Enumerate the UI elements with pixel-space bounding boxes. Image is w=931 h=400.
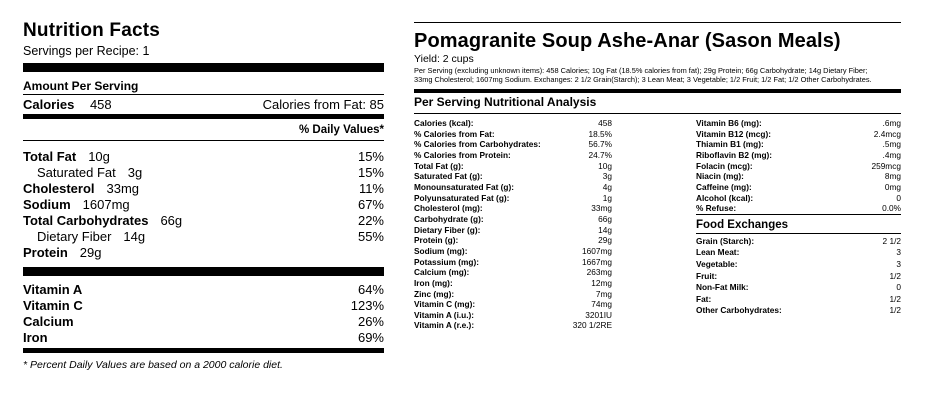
nutrient-value: 4g — [602, 181, 612, 192]
vitamin-row-vitamin-c — [23, 298, 384, 314]
divider — [23, 94, 384, 95]
nutrient-name: % Refuse: — [696, 203, 737, 214]
nutrient-row-refuse — [696, 203, 901, 215]
nutrient-row-protein-g — [414, 235, 612, 246]
nutrient-amount: 1607mg — [82, 197, 130, 212]
nutrient-value: 18.5% — [588, 128, 612, 139]
nutrient-name: Vitamin B12 (mcg): — [696, 128, 771, 139]
nutrient-label: Sodium — [23, 197, 71, 212]
daily-values-header: % Daily Values* — [298, 124, 384, 136]
nutrient-row-monounsaturated-fat-g — [414, 182, 612, 193]
nutrient-value: 1607mg — [582, 245, 612, 256]
nutrient-row-sodium — [23, 197, 384, 213]
nutrient-row-carbohydrate-g — [414, 214, 612, 225]
nutrient-value: .5mg — [882, 139, 901, 150]
vitamin-label: Vitamin C — [23, 298, 83, 313]
micronutrient-list — [696, 118, 901, 215]
vitamin-label: Calcium — [23, 314, 74, 329]
nutrient-row-dietary-fiber-g — [414, 225, 612, 236]
nutrient-name: Thiamin B1 (mg): — [696, 139, 764, 150]
nutrient-row-lean-meat — [696, 247, 901, 259]
vitamin-label: Vitamin A — [23, 282, 83, 297]
food-exchanges-title: Food Exchanges — [696, 218, 789, 231]
nutrient-name: Monounsaturated Fat (g): — [414, 181, 515, 192]
nutrient-name: % Calories from Fat: — [414, 128, 495, 139]
vitamin-list — [23, 276, 384, 348]
nutrient-row-caffeine-mg — [696, 182, 901, 193]
nutrient-name: Non-Fat Milk: — [696, 282, 749, 293]
calories-from-fat: Calories from Fat: 85 — [262, 97, 384, 112]
nutrient-name: Alcohol (kcal): — [696, 192, 754, 203]
nutrition-facts-label — [23, 20, 384, 372]
nutrient-value: 10g — [598, 160, 612, 171]
nutrient-row-dietary-fiber — [23, 229, 384, 245]
vitamin-pct: 69% — [357, 330, 384, 345]
top-divider — [414, 22, 901, 23]
nutrient-name: Potassium (mg): — [414, 256, 479, 267]
nutrient-row-other-carbohydrates — [696, 305, 901, 317]
nutrient-row-total-carbohydrates — [23, 213, 384, 229]
nutrient-row-niacin-mg — [696, 171, 901, 182]
nutrient-row-zinc-mg — [414, 289, 612, 300]
nutrient-amount: 14g — [123, 229, 146, 244]
nutrient-row-vitamin-c-mg — [414, 299, 612, 310]
nutrient-row-fat — [696, 294, 901, 306]
nutrient-amount: 3g — [127, 165, 143, 180]
nutrient-row-calcium-mg — [414, 267, 612, 278]
nutrient-value: 0 — [896, 282, 901, 293]
nutrient-row-vitamin-a-r-e — [414, 320, 612, 331]
daily-values-footnote: * Percent Daily Values are based on a 2000 calorie diet. — [23, 359, 283, 371]
nutrient-row-vitamin-a-i-u — [414, 310, 612, 321]
nutrient-row-potassium-mg — [414, 257, 612, 268]
nutrient-value: 0.0% — [882, 203, 901, 214]
analysis-right-column — [696, 118, 901, 331]
recipe-analysis — [414, 22, 901, 331]
nutrient-value: 1/2 — [889, 270, 901, 281]
nutrient-row-sodium-mg — [414, 246, 612, 257]
label-title: Nutrition Facts — [23, 20, 161, 41]
nutrient-name: Protein (g): — [414, 235, 459, 246]
nutrient-value: 3 — [896, 259, 901, 269]
medium-divider — [23, 348, 384, 353]
nutrient-value: 320 1/2RE — [572, 320, 612, 331]
nutrient-value: .6mg — [882, 118, 901, 128]
per-serving-summary — [414, 66, 901, 84]
nutrient-value: 1/2 — [889, 305, 901, 316]
servings-per-recipe: Servings per Recipe: 1 — [23, 44, 150, 58]
nutrient-name: Vitamin A (i.u.): — [414, 309, 475, 320]
nutrient-name: Fruit: — [696, 270, 718, 281]
nutrient-name: Total Fat (g): — [414, 160, 464, 171]
nutrient-row-vitamin-b12-mcg — [696, 129, 901, 140]
nutrient-value: 263mg — [586, 267, 612, 278]
nutrient-row-cholesterol-mg — [414, 203, 612, 214]
nutrient-name: Lean Meat: — [696, 247, 740, 258]
nutrient-value: 14g — [598, 224, 612, 235]
nutrient-row-calories-kcal — [414, 118, 612, 129]
nutrient-row-saturated-fat-g — [414, 171, 612, 182]
nutrient-name: Cholesterol (mg): — [414, 203, 483, 214]
vitamin-row-iron — [23, 330, 384, 346]
nutrient-row-total-fat — [23, 149, 384, 165]
nutrient-row-calories-from-carbohydrates — [414, 139, 612, 150]
nutrient-row-calories-from-fat — [414, 129, 612, 140]
nutrient-value: 24.7% — [588, 149, 612, 160]
divider — [414, 113, 901, 114]
nutrient-pct: 15% — [357, 165, 384, 180]
nutrient-row-polyunsaturated-fat-g — [414, 193, 612, 204]
summary-line: Per Serving (excluding unknown items): 458 Calories; 10g Fat (18.5% calories from fat); 29g Protein; 66g Carbohydrate; 14g Dietary Fiber; — [414, 66, 868, 75]
nutrient-name: Grain (Starch): — [696, 235, 755, 246]
nutrient-row-thiamin-b1-mg — [696, 139, 901, 150]
nutrient-row-grain-starch — [696, 236, 901, 248]
nutrient-row-vitamin-b6-mg — [696, 118, 901, 129]
nutrient-value: 7mg — [595, 288, 612, 299]
nutrient-name: Calcium (mg): — [414, 267, 470, 278]
thick-divider — [23, 63, 384, 72]
nutrient-amount: 29g — [79, 245, 102, 260]
calories-value: 458 — [89, 97, 112, 112]
nutrient-pct: 67% — [357, 197, 384, 212]
nutrient-row-calories-from-protein — [414, 150, 612, 161]
calories-row — [23, 96, 384, 113]
nutrient-row-protein — [23, 245, 384, 261]
nutrient-name: Vitamin B6 (mg): — [696, 118, 762, 128]
nutrient-name: Saturated Fat (g): — [414, 171, 483, 182]
nutrient-amount: 33mg — [106, 181, 140, 196]
nutrient-name: Riboflavin B2 (mg): — [696, 149, 773, 160]
nutrient-name: % Calories from Protein: — [414, 149, 511, 160]
recipe-yield: Yield: 2 cups — [414, 53, 474, 65]
nutrient-row-non-fat-milk — [696, 282, 901, 294]
nutrient-row-alcohol-kcal — [696, 193, 901, 204]
vitamin-pct: 123% — [350, 298, 384, 313]
nutrient-label: Total Fat — [23, 149, 77, 164]
nutrient-amount: 66g — [160, 213, 183, 228]
nutrient-name: Zinc (mg): — [414, 288, 455, 299]
nutrient-name: Niacin (mg): — [696, 171, 744, 182]
nutrient-value: 2.4mcg — [873, 128, 901, 139]
nutrient-name: Vitamin C (mg): — [414, 299, 476, 310]
analysis-title: Per Serving Nutritional Analysis — [414, 95, 597, 109]
thick-divider — [414, 89, 901, 93]
nutrient-name: Fat: — [696, 293, 712, 304]
nutrient-value: 2 1/2 — [882, 235, 901, 246]
nutrient-list — [23, 141, 384, 263]
nutrient-value: 74mg — [591, 299, 612, 310]
nutrient-value: 12mg — [591, 277, 612, 288]
nutrient-label: Dietary Fiber — [37, 229, 112, 244]
thick-divider — [23, 267, 384, 276]
nutrient-name: Iron (mg): — [414, 277, 453, 288]
nutrient-value: 56.7% — [588, 139, 612, 150]
nutrient-row-folacin-mcg — [696, 161, 901, 172]
nutrient-value: 1667mg — [582, 256, 612, 267]
nutrient-value: 3201IU — [585, 309, 612, 320]
nutrient-value: 66g — [598, 213, 612, 224]
nutrient-value: .4mg — [882, 149, 901, 160]
nutrient-name: Polyunsaturated Fat (g): — [414, 192, 510, 203]
vitamin-label: Iron — [23, 330, 48, 345]
vitamin-pct: 64% — [357, 282, 384, 297]
nutrient-value: 33mg — [591, 203, 612, 214]
nutrient-row-iron-mg — [414, 278, 612, 289]
nutrient-label: Cholesterol — [23, 181, 95, 196]
nutrient-value: 0mg — [884, 181, 901, 192]
nutrient-row-riboflavin-b2-mg — [696, 150, 901, 161]
food-exchanges-list — [696, 236, 901, 317]
nutrient-label: Total Carbohydrates — [23, 213, 149, 228]
nutrient-name: Vegetable: — [696, 259, 738, 269]
nutrient-value: 8mg — [884, 171, 901, 182]
divider — [696, 233, 901, 234]
analysis-columns — [414, 118, 901, 331]
nutrient-value: 1g — [602, 192, 612, 203]
amount-per-serving: Amount Per Serving — [23, 79, 139, 93]
analysis-left-column — [414, 118, 612, 331]
recipe-title: Pomagranite Soup Ashe-Anar (Sason Meals) — [414, 30, 841, 52]
nutrient-name: Carbohydrate (g): — [414, 213, 484, 224]
calories-label-group — [23, 96, 112, 113]
nutrient-value: 0 — [896, 192, 901, 203]
nutrient-name: % Calories from Carbohydrates: — [414, 139, 541, 150]
nutrient-value: 29g — [598, 235, 612, 246]
vitamin-row-vitamin-a — [23, 282, 384, 298]
nutrient-row-vegetable — [696, 259, 901, 271]
nutrient-row-fruit — [696, 271, 901, 283]
nutrient-row-total-fat-g — [414, 161, 612, 172]
nutrient-name: Calories (kcal): — [414, 118, 474, 128]
nutrient-value: 3 — [896, 247, 901, 258]
nutrient-name: Folacin (mcg): — [696, 160, 753, 171]
nutrient-row-cholesterol — [23, 181, 384, 197]
nutrient-pct: 55% — [357, 229, 384, 244]
nutrient-value: 1/2 — [889, 293, 901, 304]
calories-label: Calories — [23, 97, 75, 112]
nutrient-name: Vitamin A (r.e.): — [414, 320, 475, 331]
nutrient-name: Other Carbohydrates: — [696, 305, 782, 316]
nutrient-label: Protein — [23, 245, 68, 260]
nutrient-value: 3g — [602, 171, 612, 182]
nutrient-name: Dietary Fiber (g): — [414, 224, 481, 235]
nutrient-pct: 15% — [357, 149, 384, 164]
summary-line: 33mg Cholesterol; 1607mg Sodium. Exchanges: 2 1/2 Grain(Starch); 3 Lean Meat; 3 Vegetable; 1/2 Fruit; 1/2 Fat; 1/2 Other Carbohydrates. — [414, 75, 872, 84]
nutrient-name: Sodium (mg): — [414, 245, 468, 256]
nutrient-pct: 22% — [357, 213, 384, 228]
nutrient-amount: 10g — [88, 149, 110, 164]
vitamin-row-calcium — [23, 314, 384, 330]
nutrient-label: Saturated Fat — [37, 165, 116, 180]
vitamin-pct: 26% — [357, 314, 384, 329]
nutrient-pct: 11% — [358, 181, 384, 196]
nutrient-value: 458 — [598, 118, 612, 128]
nutrient-value: 259mcg — [871, 160, 901, 171]
nutrient-row-saturated-fat — [23, 165, 384, 181]
nutrient-name: Caffeine (mg): — [696, 181, 752, 192]
